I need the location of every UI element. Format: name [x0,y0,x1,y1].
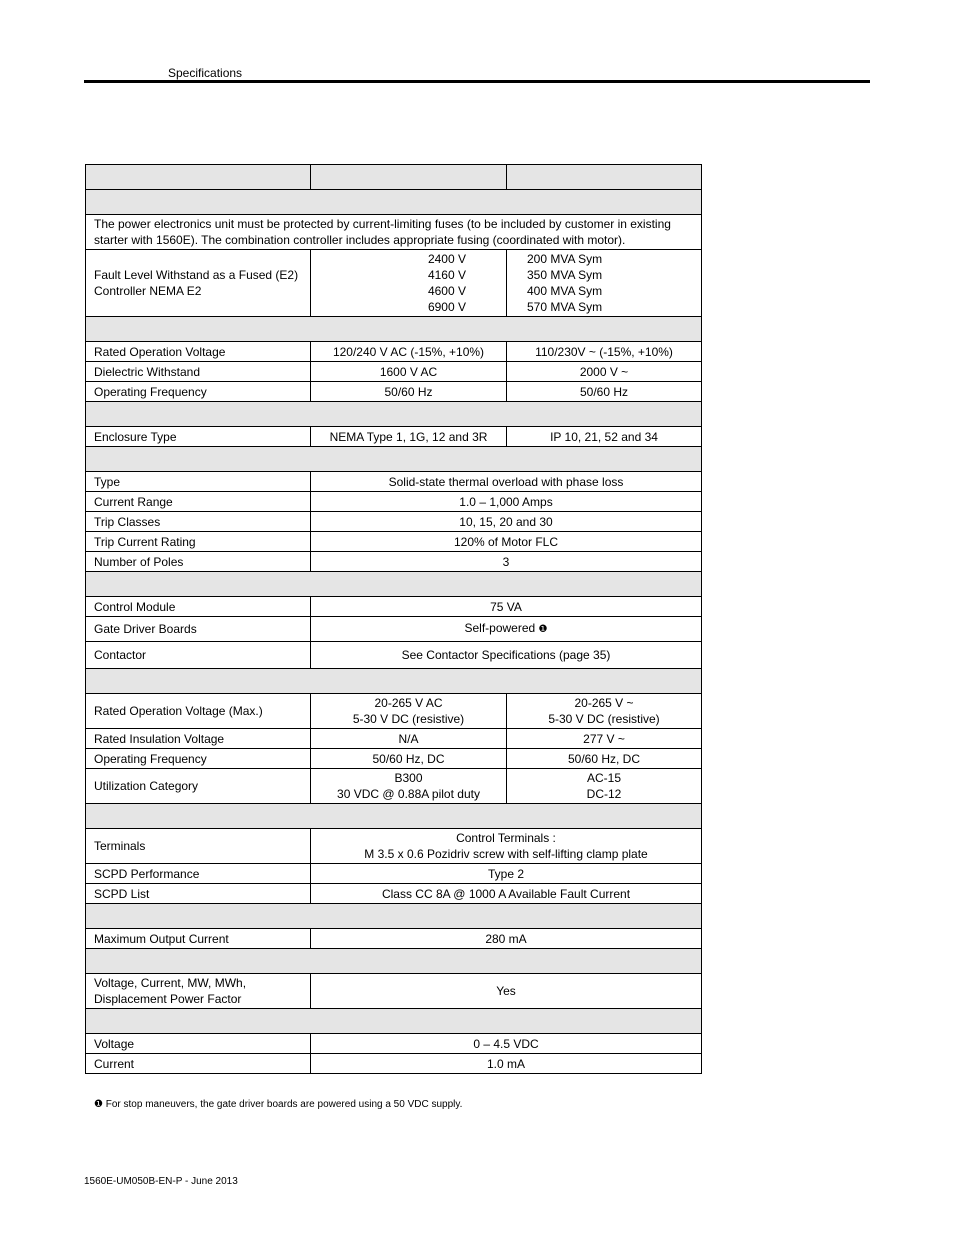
table-row [86,362,702,382]
fault-voltage: 2400 V [427,252,466,266]
fault-voltages [311,250,507,317]
fault-voltage: 6900 V [427,300,466,314]
specifications-table [85,164,702,1074]
row-value: Type 2 [311,864,702,884]
value-line: M 3.5 x 0.6 Pozidriv screw with self-lifting clamp plate [364,847,648,861]
footnote-marker: ❶ [94,1099,103,1110]
row-value: Solid-state thermal overload with phase loss [311,472,702,492]
table-row [86,552,702,572]
section-row [86,804,702,829]
row-value: Yes [311,974,702,1009]
row-label: Current Range [86,492,311,512]
row-label: Rated Operation Voltage (Max.) [86,694,311,729]
table-row [86,382,702,402]
fault-mva [507,250,702,317]
row-value: 120/240 V AC (-15%, +10%) [311,342,507,362]
table-row [86,729,702,749]
section-header: Specifications [168,66,243,80]
row-label: Terminals [86,829,311,864]
row-label: Enclosure Type [86,427,311,447]
table-row [86,929,702,949]
fault-level-row [86,250,702,317]
fault-mva-value: 400 MVA Sym [527,284,603,298]
row-value: 277 V ~ [507,729,702,749]
row-value [507,769,702,804]
table-row [86,532,702,552]
value-line: 20-265 V ~ [574,696,634,710]
row-label: Type [86,472,311,492]
table-row [86,617,702,642]
fault-level-label: Fault Level Withstand as a Fused (E2) Controller NEMA E2 [86,250,311,317]
row-value: 50/60 Hz [507,382,702,402]
row-value: 120% of Motor FLC [311,532,702,552]
row-label: Operating Frequency [86,749,311,769]
row-label: Trip Classes [86,512,311,532]
row-value: Class CC 8A @ 1000 A Available Fault Current [311,884,702,904]
row-value: 2000 V ~ [507,362,702,382]
row-value: 3 [311,552,702,572]
row-value: 1.0 mA [311,1054,702,1074]
section-row [86,572,702,597]
section-row [86,669,702,694]
section-row [86,402,702,427]
table-row [86,642,702,669]
row-label: Trip Current Rating [86,532,311,552]
row-label: Number of Poles [86,552,311,572]
row-label: Rated Insulation Voltage [86,729,311,749]
table-row [86,884,702,904]
footnote-marker: ❶ [538,624,548,635]
table-row [86,472,702,492]
row-label: SCPD Performance [86,864,311,884]
row-value: N/A [311,729,507,749]
fault-mva-value: 350 MVA Sym [527,268,603,282]
table-row [86,829,702,864]
row-value: 0 – 4.5 VDC [311,1034,702,1054]
row-label: Control Module [86,597,311,617]
footnote-text: For stop maneuvers, the gate driver boards are powered using a 50 VDC supply. [105,1099,463,1110]
row-value: IP 10, 21, 52 and 34 [507,427,702,447]
section-row [86,949,702,974]
value-line: DC-12 [586,787,622,801]
fault-voltage: 4160 V [427,268,466,282]
row-value [311,829,702,864]
row-value [311,694,507,729]
row-value: 110/230V ~ (-15%, +10%) [507,342,702,362]
fault-voltage: 4600 V [427,284,466,298]
table-row [86,1034,702,1054]
value-line: 30 VDC @ 0.88A pilot duty [337,787,480,801]
table-row [86,492,702,512]
fault-mva-value: 200 MVA Sym [527,252,603,266]
row-value [311,769,507,804]
row-value: 50/60 Hz, DC [311,749,507,769]
table-row [86,974,702,1009]
row-label: Voltage [86,1034,311,1054]
row-label: Contactor [86,642,311,669]
row-label: Maximum Output Current [86,929,311,949]
row-label: Gate Driver Boards [86,617,311,642]
gate-driver-value: Self-powered [464,621,536,635]
row-value: See Contactor Specifications (page 35) [311,642,702,669]
section-row [86,1009,702,1034]
row-label: Utilization Category [86,769,311,804]
row-value: 50/60 Hz, DC [507,749,702,769]
section-row [86,190,702,215]
row-value: 50/60 Hz [311,382,507,402]
label-line: Displacement Power Factor [94,992,242,1006]
value-line: 5-30 V DC (resistive) [352,712,465,726]
row-value: 280 mA [311,929,702,949]
row-label: Rated Operation Voltage [86,342,311,362]
row-value: 1600 V AC [311,362,507,382]
value-line: 20-265 V AC [374,696,443,710]
row-value: 75 VA [311,597,702,617]
fusing-note: The power electronics unit must be protected by current-limiting fuses (to be included by customer in existing starter with 1560E). The combination controller includes appropriate fusing (coordinated with motor). [86,215,702,250]
table-row [86,749,702,769]
fault-mva-value: 570 MVA Sym [527,300,603,314]
section-row [86,904,702,929]
table-header-row [86,165,702,190]
header-rule [84,80,870,83]
label-line: Voltage, Current, MW, MWh, [94,976,247,990]
page-footer: 1560E-UM050B-EN-P - June 2013 [84,1176,238,1187]
table-row [86,342,702,362]
row-value: 10, 15, 20 and 30 [311,512,702,532]
row-label: Operating Frequency [86,382,311,402]
fusing-note-row [86,215,702,250]
footnote [94,1099,462,1110]
table-row [86,597,702,617]
section-row [86,317,702,342]
row-label: Current [86,1054,311,1074]
table-row [86,694,702,729]
table-row [86,769,702,804]
table-row [86,864,702,884]
value-line: 5-30 V DC (resistive) [548,712,660,726]
value-line: AC-15 [586,771,621,785]
value-line: Control Terminals : [456,831,556,845]
value-line: B300 [394,771,423,785]
row-value: NEMA Type 1, 1G, 12 and 3R [311,427,507,447]
row-value [507,694,702,729]
section-row [86,447,702,472]
row-value: 1.0 – 1,000 Amps [311,492,702,512]
row-value [311,617,702,642]
row-label [86,974,311,1009]
table-row [86,427,702,447]
table-row [86,1054,702,1074]
table-row [86,512,702,532]
row-label: Dielectric Withstand [86,362,311,382]
row-label: SCPD List [86,884,311,904]
